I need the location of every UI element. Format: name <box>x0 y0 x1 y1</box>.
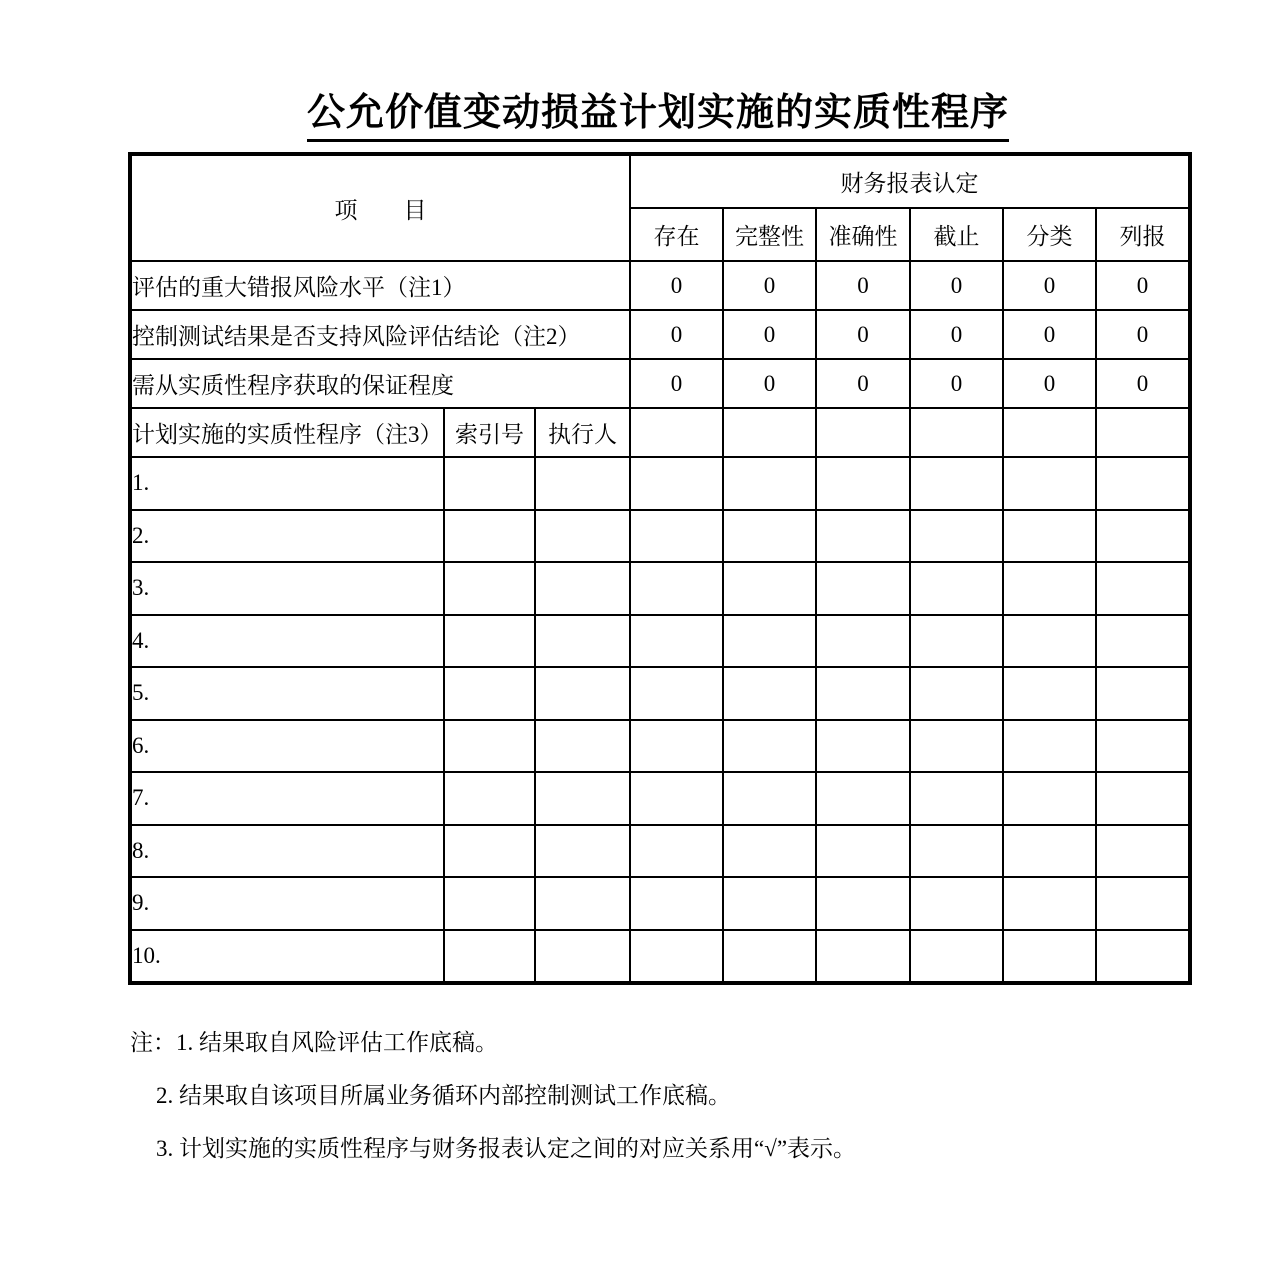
empty-cell <box>816 510 910 563</box>
empty-cell <box>630 877 723 930</box>
empty-cell <box>1096 408 1190 457</box>
empty-cell <box>723 615 816 668</box>
index-number-cell <box>444 510 535 563</box>
empty-cell <box>1003 457 1096 510</box>
value-cell: 0 <box>630 310 723 359</box>
index-number-cell <box>444 667 535 720</box>
index-number-cell <box>444 457 535 510</box>
value-cell: 0 <box>723 261 816 310</box>
column-header-existence: 存在 <box>630 208 723 261</box>
procedure-row <box>130 457 1190 510</box>
procedure-row <box>130 720 1190 773</box>
empty-cell <box>1096 825 1190 878</box>
empty-cell <box>630 825 723 878</box>
empty-cell <box>1096 772 1190 825</box>
empty-cell <box>910 667 1003 720</box>
substantive-procedures-table <box>128 152 1192 985</box>
procedure-row <box>130 877 1190 930</box>
empty-cell <box>1003 510 1096 563</box>
executor-cell <box>535 562 630 615</box>
empty-cell <box>1003 615 1096 668</box>
empty-cell <box>1003 825 1096 878</box>
value-cell: 0 <box>630 359 723 408</box>
empty-cell <box>1096 510 1190 563</box>
value-cell: 0 <box>723 359 816 408</box>
empty-cell <box>816 720 910 773</box>
page-title <box>128 90 1188 142</box>
value-cell: 0 <box>1096 310 1190 359</box>
value-cell: 0 <box>1003 261 1096 310</box>
empty-cell <box>1003 408 1096 457</box>
empty-cell <box>910 457 1003 510</box>
empty-cell <box>1003 930 1096 984</box>
procedure-row <box>130 825 1190 878</box>
empty-cell <box>723 877 816 930</box>
empty-cell <box>1003 877 1096 930</box>
index-number-cell <box>444 615 535 668</box>
empty-cell <box>630 562 723 615</box>
index-number-cell <box>444 930 535 984</box>
empty-cell <box>910 510 1003 563</box>
procedure-row-number: 3. <box>130 562 444 615</box>
procedure-row-number: 5. <box>130 667 444 720</box>
column-header-classification: 分类 <box>1003 208 1096 261</box>
assertion-group-header-cell: 财务报表认定 <box>630 154 1190 208</box>
value-cell: 0 <box>723 310 816 359</box>
executor-cell <box>535 667 630 720</box>
procedure-row <box>130 930 1190 984</box>
empty-cell <box>1003 667 1096 720</box>
empty-cell <box>723 825 816 878</box>
empty-cell <box>816 877 910 930</box>
column-header-executor: 执行人 <box>535 408 630 457</box>
empty-cell <box>630 408 723 457</box>
empty-cell <box>1096 877 1190 930</box>
procedure-row-number: 6. <box>130 720 444 773</box>
empty-cell <box>910 720 1003 773</box>
procedure-row-number: 4. <box>130 615 444 668</box>
value-cell: 0 <box>1003 359 1096 408</box>
empty-cell <box>1096 615 1190 668</box>
empty-cell <box>723 510 816 563</box>
procedure-row <box>130 510 1190 563</box>
empty-cell <box>1096 667 1190 720</box>
row-label: 控制测试结果是否支持风险评估结论（注2） <box>130 310 630 359</box>
header-row-1 <box>130 154 1190 208</box>
row-label: 评估的重大错报风险水平（注1） <box>130 261 630 310</box>
procedure-row-number: 7. <box>130 772 444 825</box>
empty-cell <box>1003 562 1096 615</box>
value-cell: 0 <box>816 359 910 408</box>
footnote-3: 3. 计划实施的实质性程序与财务报表认定之间的对应关系用“√”表示。 <box>156 1136 857 1161</box>
empty-cell <box>1003 720 1096 773</box>
procedure-row <box>130 615 1190 668</box>
executor-cell <box>535 877 630 930</box>
empty-cell <box>816 562 910 615</box>
empty-cell <box>630 615 723 668</box>
procedure-row-number: 10. <box>130 930 444 984</box>
empty-cell <box>816 930 910 984</box>
procedure-header-label: 计划实施的实质性程序（注3） <box>130 408 444 457</box>
assessment-row-risk-level <box>130 261 1190 310</box>
index-number-cell <box>444 877 535 930</box>
item-header-cell: 项 目 <box>130 154 630 261</box>
empty-cell <box>910 615 1003 668</box>
value-cell: 0 <box>910 359 1003 408</box>
column-header-presentation: 列报 <box>1096 208 1190 261</box>
procedure-row <box>130 562 1190 615</box>
empty-cell <box>723 562 816 615</box>
empty-cell <box>816 457 910 510</box>
empty-cell <box>816 408 910 457</box>
empty-cell <box>1096 720 1190 773</box>
empty-cell <box>910 877 1003 930</box>
executor-cell <box>535 772 630 825</box>
page-title-text: 公允价值变动损益计划实施的实质性程序 <box>307 90 1009 142</box>
empty-cell <box>816 667 910 720</box>
executor-cell <box>535 510 630 563</box>
empty-cell <box>723 667 816 720</box>
procedure-row-number: 9. <box>130 877 444 930</box>
empty-cell <box>816 825 910 878</box>
index-number-cell <box>444 825 535 878</box>
empty-cell <box>723 930 816 984</box>
footnotes <box>130 1028 1190 1187</box>
value-cell: 0 <box>1003 310 1096 359</box>
empty-cell <box>630 510 723 563</box>
empty-cell <box>723 408 816 457</box>
footnote-1: 注：1. 结果取自风险评估工作底稿。 <box>130 1030 498 1055</box>
index-number-cell <box>444 720 535 773</box>
assessment-row-assurance-level <box>130 359 1190 408</box>
executor-cell <box>535 615 630 668</box>
empty-cell <box>630 772 723 825</box>
empty-cell <box>910 772 1003 825</box>
assessment-row-control-test <box>130 310 1190 359</box>
procedure-header-row <box>130 408 1190 457</box>
index-number-cell <box>444 772 535 825</box>
column-header-index-number: 索引号 <box>444 408 535 457</box>
value-cell: 0 <box>910 261 1003 310</box>
executor-cell <box>535 930 630 984</box>
empty-cell <box>723 720 816 773</box>
value-cell: 0 <box>630 261 723 310</box>
row-label: 需从实质性程序获取的保证程度 <box>130 359 630 408</box>
empty-cell <box>1003 772 1096 825</box>
empty-cell <box>1096 457 1190 510</box>
empty-cell <box>630 720 723 773</box>
executor-cell <box>535 720 630 773</box>
empty-cell <box>1096 930 1190 984</box>
column-header-accuracy: 准确性 <box>816 208 910 261</box>
procedure-row-number: 1. <box>130 457 444 510</box>
executor-cell <box>535 457 630 510</box>
procedure-row-number: 8. <box>130 825 444 878</box>
empty-cell <box>910 408 1003 457</box>
column-header-cutoff: 截止 <box>910 208 1003 261</box>
value-cell: 0 <box>816 261 910 310</box>
procedure-row-number: 2. <box>130 510 444 563</box>
procedure-row <box>130 667 1190 720</box>
value-cell: 0 <box>1096 359 1190 408</box>
value-cell: 0 <box>1096 261 1190 310</box>
empty-cell <box>816 615 910 668</box>
empty-cell <box>910 562 1003 615</box>
column-header-completeness: 完整性 <box>723 208 816 261</box>
index-number-cell <box>444 562 535 615</box>
empty-cell <box>630 930 723 984</box>
procedure-row <box>130 772 1190 825</box>
empty-cell <box>630 457 723 510</box>
empty-cell <box>630 667 723 720</box>
empty-cell <box>910 825 1003 878</box>
empty-cell <box>816 772 910 825</box>
value-cell: 0 <box>816 310 910 359</box>
empty-cell <box>1096 562 1190 615</box>
empty-cell <box>723 457 816 510</box>
empty-cell <box>910 930 1003 984</box>
executor-cell <box>535 825 630 878</box>
value-cell: 0 <box>910 310 1003 359</box>
empty-cell <box>723 772 816 825</box>
footnote-2: 2. 结果取自该项目所属业务循环内部控制测试工作底稿。 <box>156 1083 731 1108</box>
